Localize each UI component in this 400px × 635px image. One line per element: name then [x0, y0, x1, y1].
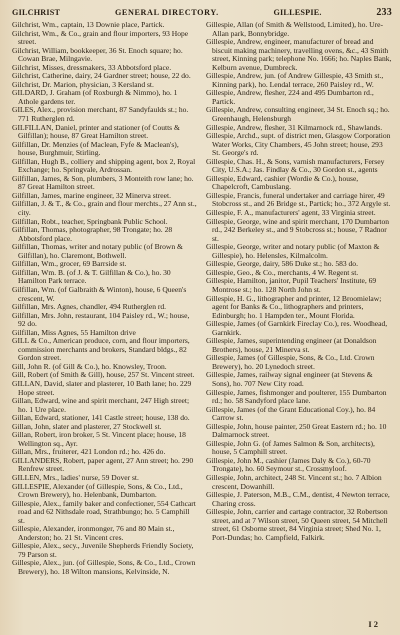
- directory-entry: Gillespie, John, carrier and cartage contractor, 32 Robertson street, and at 7 Wilson street, 50 Queen street, 54 Mitchell street, 61 Osborne street, 84 Virginia street; Shed No. 1, Port-Dundas; ho. Campfield, Falkirk.: [206, 507, 388, 542]
- directory-entry: Gillespie, Archd., supt. of district men, Glasgow Corporation Water Works, City Chambers, 45 John street; house, 293 St. George's rd.: [206, 131, 391, 158]
- directory-entry: Gillespie, James (of Gillespie, Sons, & Co., Ltd. Crown Brewery), ho. 20 Lynedoch street.: [206, 353, 375, 371]
- directory-entry: Gilfillan, Thomas, photographer, 98 Trongate; ho. 28 Abbotsford place.: [12, 225, 173, 243]
- directory-entry: Gillespie, Allan (of Smith & Wellstood, Limited), ho. Ure-Allan park, Bonnybridge.: [206, 21, 384, 38]
- directory-entry: Gillespie, J. Paterson, M.B., C.M., dentist, 4 Newton terrace, Charing cross.: [206, 490, 390, 508]
- directory-entry: Gillespie, Alexander, ironmonger, 76 and 80 Main st., Anderston; ho. 21 St. Vincent cres.: [12, 524, 175, 542]
- directory-entry: Gillespie, James, railway signal engineer (at Stevens & Sons), ho. 707 New City road.: [206, 370, 373, 388]
- directory-entry: Gilchrist, Wm., captain, 13 Downie place, Partick.: [12, 21, 165, 29]
- directory-entry: Gillan, Edward, stationer, 141 Castle street; house, 138 do.: [12, 413, 190, 423]
- directory-entry: GILL & Co., American produce, corn, and flour importers, commission merchants and brokers, Standard bldgs., 82 Gordon street.: [12, 336, 190, 363]
- directory-entry: Gillespie, James (of the Grant Educational Coy.), ho. 84 Carrow st.: [206, 404, 376, 423]
- directory-entry: Gill, John R. (of Gill & Co.), ho. Knowsley, Troon.: [12, 361, 167, 371]
- directory-entry: Gillespie, Andrew, jun. (of Andrew Gillespie, 43 Smith st., Kinning park), ho. Lendal terrace, 260 Paisley rd., W.: [206, 71, 384, 89]
- directory-entry: Gillan, Robert, iron broker, 5 St. Vincent place; house, 18 Wellington sq., Ayr.: [12, 430, 186, 448]
- directory-entry: Gillespie, James, superintending engineer (at Donaldson Brothers), house, 21 Minerva st.: [206, 336, 377, 354]
- directory-entry: Gill, Robert (of Smith & Gill), house, 257 St. Vincent street.: [12, 370, 195, 380]
- directory-entry: Gilfillan, James, marine engineer, 32 Minerva street.: [12, 190, 171, 200]
- directory-entry: Gillespie, Andrew, flesher, 224 and 495 Dumbarton rd., Partick.: [206, 88, 374, 106]
- directory-entry: Gillespie, Geo., & Co., merchants, 4 W. Regent st.: [206, 267, 359, 277]
- directory-entry: Gillespie, James, fishmonger and poulterer, 155 Dumbarton rd.; ho. 58 Sandyford place lane.: [206, 387, 387, 406]
- directory-entry: Gillespie, Alex., family baker and confectioner, 554 Cathcart road and 62 Nithsdale road, Strathbungo; ho. 5 Camphill st.: [12, 498, 196, 525]
- directory-entry: Gilfillan, Wm., grocer, 69 Barrside st.: [12, 259, 127, 269]
- directory-entry: GILLESPIE, Alexander (of Gillespie, Sons, & Co., Ltd., Crown Brewery), ho. Helenbank, Dumbarton.: [12, 481, 183, 500]
- directory-entry: GILLAN, David, slater and plasterer, 10 Bath lane; ho. 229 Hope street.: [12, 378, 192, 397]
- directory-entry: GILES, Alex., provision merchant, 87 Sandyfaulds st.; ho. 771 Rutherglen rd.: [12, 105, 189, 124]
- directory-entry: Gilfillan, Hugh B., colliery and shipping agent, box 2, Royal Exchange; ho. Springvale, Ardrossan.: [12, 156, 196, 175]
- directory-entry: Gilchrist, William, bookkeeper, 36 St. Enoch square; ho. Cowan Brae, Milngavie.: [12, 45, 183, 64]
- directory-entry: Gillespie, F. A., manufacturers' agent, 33 Virginia street.: [206, 208, 376, 218]
- directory-entry: Gillespie, John G. (of James Salmon & Son, architects), house, 5 Camphill street.: [206, 438, 375, 457]
- directory-entry: Gilfillan, Wm. (of Galbraith & Winton), house, 6 Queen's crescent, W.: [12, 284, 187, 303]
- directory-entry: GILDARD, J. Graham (of Roxburgh & Nimmo), ho. 1 Athole gardens ter.: [12, 88, 178, 106]
- directory-entry: Gillespie, Alex., secy., Juvenile Shepherds Friendly Society, 79 Parson st.: [12, 541, 194, 559]
- directory-entry: GILLEN, Mrs., ladies' nurse, 59 Dover st.: [12, 472, 139, 482]
- directory-entry: Gilchrist, Misses, dressmakers, 33 Abbotsford place.: [12, 62, 172, 72]
- directory-entry: Gillespie, Andrew, consulting engineer, 34 St. Enoch sq.; ho. Greenhaugh, Helensburgh: [206, 105, 390, 124]
- directory-entry: Gillan, Edward, wine and spirit merchant, 247 High street; ho. 1 Ure place.: [12, 396, 190, 414]
- directory-entry: Gillespie, Edward, cashier (Wordie & Co.), house, Chapelcroft, Cambuslang.: [206, 173, 359, 192]
- directory-entry: Gillespie, Francis, funeral undertaker and carriage hirer, 49 Stobcross st., and 26 Bridge st., Partick; ho., 372 Argyle st.: [206, 190, 391, 209]
- directory-entry: Gillespie, Hamilton, janitor, Pupil Teachers' Institute, 69 Montrose st.; ho. 128 North John st.: [206, 276, 377, 294]
- directory-entry: Gillan, Mrs., fruiterer, 421 London rd.; ho. 426 do.: [12, 447, 166, 457]
- directory-entry: Gilfillan, Miss Agnes, 55 Hamilton drive: [12, 327, 136, 337]
- directory-entry: Gilfillan, Mrs. John, restaurant, 104 Paisley rd., W.; house, 92 do.: [12, 310, 190, 329]
- directory-entry: Gilfillan, J. & T., & Co., grain and flour merchts., 27 Ann st., city.: [12, 199, 197, 218]
- directory-entry: Gillespie, John, house painter, 250 Great Eastern rd.; ho. 10 Dalmarnock street.: [206, 421, 387, 440]
- directory-entry: Gillespie, Alex., jun. (of Gillespie, Sons, & Co., Ltd., Crown Brewery), ho. 18 Wilton mansions, Kelvinside, N.: [12, 558, 196, 576]
- directory-entry: Gilfillan, Thomas, writer and notary public (of Brown & Gilfillan), ho. Claremont, Bothwell.: [12, 242, 183, 260]
- directory-entry: Gilfillan, Robt., teacher, Springbank Public School.: [12, 216, 168, 226]
- directory-entry: Gillan, John, slater and plasterer, 27 Stockwell st.: [12, 421, 162, 431]
- header-last-entry: GILLESPIE.: [273, 8, 322, 17]
- directory-entry: Gilchrist, Wm., & Co., grain and flour importers, 93 Hope street.: [12, 28, 189, 47]
- columns: [12, 21, 392, 625]
- running-header: [12, 7, 392, 21]
- directory-entry: GILLANDERS, Robert, paper agent, 27 Ann street; ho. 290 Renfrew street.: [12, 455, 194, 474]
- directory-entry: Gillespie, John, architect, 248 St. Vincent st.; ho. 7 Albion crescent, Dowanhill.: [206, 472, 382, 491]
- directory-entry: Gilfillan, Mrs. Agnes, chandler, 494 Rutherglen rd.: [12, 302, 167, 312]
- directory-entry: Gillespie, Andrew, engineer, manufacturer of bread and biscuit making machinery, travelling ovens, &c., 43 Smith street, Kinning park; telephone No. 1666; ho. Naples Bank, Kelburn avenue, Dumbreck.: [206, 37, 392, 72]
- directory-entry: GILFILLAN, Daniel, printer and stationer (of Coutts & Gilfillan); house, 87 Great Hamilton street.: [12, 122, 180, 141]
- directory-entry: Gillespie, Andrew, flesher, 31 Kilmarnock rd., Shawlands.: [206, 122, 383, 132]
- directory-entry: Gilchrist, Dr. Marion, physician, 3 Kersland st.: [12, 79, 154, 89]
- directory-entry: Gilchrist, Catherine, dairy, 24 Gardner street; house, 22 do.: [12, 71, 191, 81]
- page-number: 233: [376, 7, 392, 18]
- directory-entry: Gillespie, Chas. H., & Sons, varnish manufacturers, Fersey City, U.S.A.; Jas. Findlay & Co., 30 Gordon st., agents: [206, 156, 385, 175]
- directory-entry: Gillespie, George, writer and notary public (of Maxton & Gillespie), ho. Helensles, Kilmalcolm.: [206, 242, 380, 260]
- directory-entry: Gilfillan, James, & Son, plumbers, 3 Monteith row lane; ho. 87 Great Hamilton street.: [12, 173, 194, 192]
- header-first-entry: GILCHRIST: [12, 8, 61, 17]
- directory-entry: Gillespie, John M., cashier (James Daly & Co.), 60-70 Trongate), ho. 60 Seymour st., Crossmyloof.: [206, 455, 371, 474]
- signature-mark: I 2: [368, 619, 378, 629]
- right-column: [206, 21, 392, 625]
- directory-entry: Gillespie, H. G., lithographer and printer, 12 Broomielaw; agent for Banks & Co., lithographers and printers, Edinburgh; ho. 1 Hampden ter., Mount Florida.: [206, 293, 382, 320]
- header-title: GENERAL DIRECTORY.: [114, 8, 219, 17]
- directory-entry: Gilfillan, Dr. Menzies (of Maclean, Fyfe & Maclean's), house, Burghmuir, Stirling.: [12, 139, 179, 158]
- directory-entry: Gilfillan, Wm. B. (of J. & T. Gilfillan & Co.), ho. 30 Hamilton Park terrace.: [12, 267, 171, 286]
- directory-entry: Gillespie, George, dairy, 586 Duke st.; ho. 583 do.: [206, 259, 358, 269]
- directory-entry: Gillespie, George, wine and spirit merchant, 170 Dumbarton rd., 242 Berkeley st., and 9 Stobcross st.; house, 7 Radnor st.: [206, 216, 390, 243]
- left-column: [12, 21, 198, 625]
- directory-entry: Gillespie, James (of Garnkirk Fireclay Co.), res. Woodhead, Garnkirk.: [206, 319, 388, 337]
